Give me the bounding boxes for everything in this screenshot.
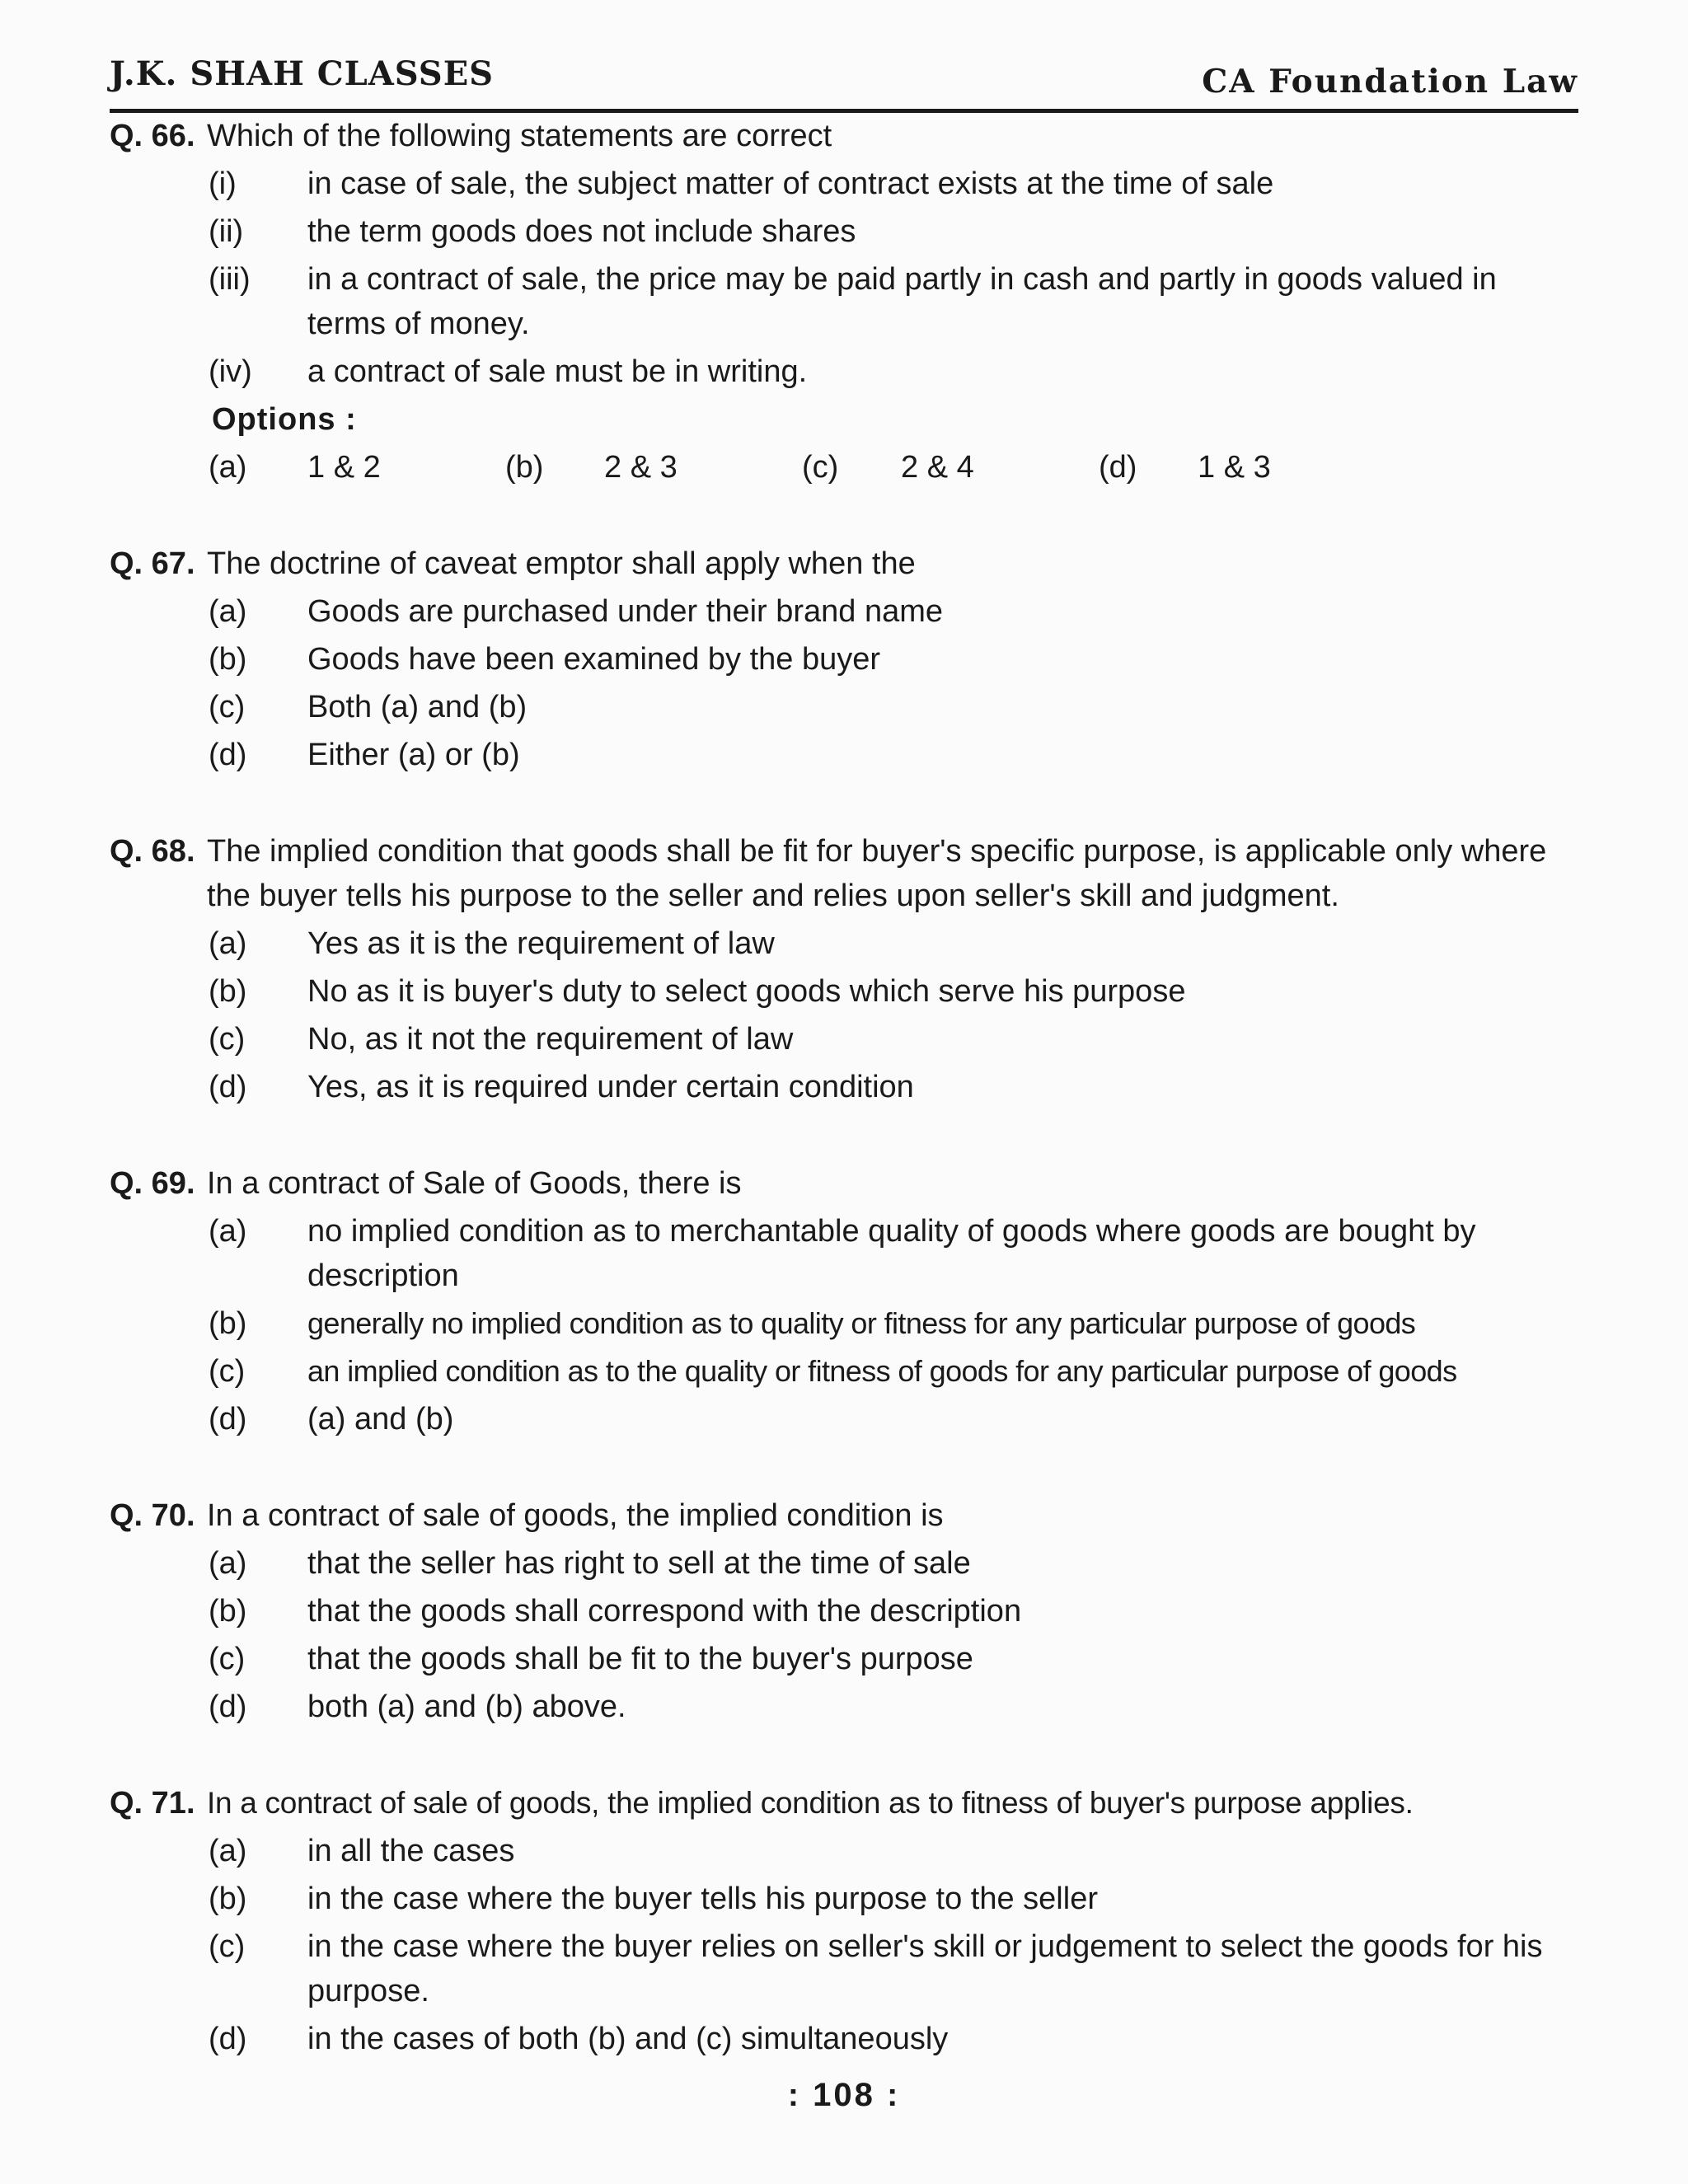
option xyxy=(110,1207,1578,1300)
question-number: Q. 68. xyxy=(110,834,195,869)
option-text: 1 & 3 xyxy=(1198,450,1271,485)
question-text: Which of the following statements are correct xyxy=(207,119,832,153)
option xyxy=(110,968,1578,1015)
option-label: (c) xyxy=(209,1354,246,1389)
statement xyxy=(110,208,1578,255)
option-label: (a) xyxy=(209,1214,247,1249)
option-text: both (a) and (b) above. xyxy=(307,1690,626,1724)
option-label: (d) xyxy=(209,738,247,772)
option-label: (b) xyxy=(209,1882,247,1916)
option xyxy=(110,1300,1578,1347)
option-label: (b) xyxy=(209,642,247,677)
option xyxy=(110,1063,1578,1111)
statement xyxy=(110,348,1578,396)
option-label: (c) xyxy=(802,450,839,485)
option-text: Goods are purchased under their brand name xyxy=(307,594,944,629)
question-number: Q. 71. xyxy=(110,1786,195,1821)
option xyxy=(110,683,1578,731)
option-text: No as it is buyer's duty to select goods which serve his purpose xyxy=(307,974,1186,1009)
question-number: Q. 69. xyxy=(110,1166,195,1201)
option xyxy=(110,1923,1578,2015)
question-67 xyxy=(110,540,1578,779)
statement-label: (ii) xyxy=(209,214,244,249)
question-70 xyxy=(110,1492,1578,1731)
statement-text: a contract of sale must be in writing. xyxy=(307,354,808,389)
option xyxy=(110,1015,1578,1063)
option-label: (c) xyxy=(209,1929,246,1964)
option-label: (a) xyxy=(209,926,247,961)
statement-label: (iii) xyxy=(209,262,251,297)
option-text: 1 & 2 xyxy=(307,450,381,485)
statement-text: the term goods does not include shares xyxy=(307,214,856,249)
subject-title: CA Foundation Law xyxy=(1202,63,1578,101)
option xyxy=(110,588,1578,635)
option xyxy=(110,731,1578,779)
option-label: (d) xyxy=(209,1690,247,1724)
option-text: 2 & 4 xyxy=(901,450,974,485)
question-number: Q. 70. xyxy=(110,1498,195,1533)
option-label: (d) xyxy=(209,2022,247,2056)
option-label: (c) xyxy=(209,1642,246,1676)
question-number: Q. 66. xyxy=(110,119,195,153)
statement-label: (i) xyxy=(209,166,237,201)
option xyxy=(110,1635,1578,1683)
option xyxy=(110,1347,1578,1395)
option-label: (d) xyxy=(209,1402,247,1436)
page-header xyxy=(110,51,1578,113)
question-66 xyxy=(110,112,1578,491)
option-text: 2 & 3 xyxy=(604,450,678,485)
statement xyxy=(110,255,1578,348)
option xyxy=(110,1875,1578,1923)
option-label: (d) xyxy=(209,1070,247,1104)
option xyxy=(110,1827,1578,1875)
question-text: In a contract of Sale of Goods, there is xyxy=(207,1166,742,1201)
page-number: : 108 : xyxy=(787,2077,901,2113)
option xyxy=(110,2015,1578,2063)
option-label: (a) xyxy=(209,594,247,629)
option-label: (c) xyxy=(209,1022,246,1057)
option-label: (d) xyxy=(1099,450,1137,485)
option-text: no implied condition as to merchantable quality of goods where goods are bought by description xyxy=(307,1214,1476,1293)
option-label: (a) xyxy=(209,450,247,485)
option-text: Yes, as it is required under certain condition xyxy=(307,1070,914,1104)
question-text: In a contract of sale of goods, the implied condition as to fitness of buyer's purpose applies. xyxy=(207,1786,1414,1820)
options-heading: Options : xyxy=(212,402,357,437)
option xyxy=(110,920,1578,968)
option xyxy=(110,1683,1578,1731)
option xyxy=(110,1395,1578,1443)
option-text: that the seller has right to sell at the time of sale xyxy=(307,1546,971,1581)
question-list xyxy=(110,112,1578,2063)
option-text: in the case where the buyer tells his purpose to the seller xyxy=(307,1882,1098,1916)
option-text: No, as it not the requirement of law xyxy=(307,1022,794,1057)
statement-text: in case of sale, the subject matter of contract exists at the time of sale xyxy=(307,166,1274,201)
option-text: that the goods shall correspond with the description xyxy=(307,1594,1022,1629)
option-text: an implied condition as to the quality or fitness of goods for any particular purpose of goods xyxy=(307,1354,1457,1388)
option-text: Yes as it is the requirement of law xyxy=(307,926,775,961)
brand-name: J.K. SHAH CLASSES xyxy=(110,54,495,93)
option-label: (a) xyxy=(209,1546,247,1581)
option-text: in the cases of both (b) and (c) simultaneously xyxy=(307,2022,949,2056)
option-label: (c) xyxy=(209,690,246,724)
statement-text: in a contract of sale, the price may be paid partly in cash and partly in goods valued in terms of money. xyxy=(307,262,1497,341)
option-text: that the goods shall be fit to the buyer's purpose xyxy=(307,1642,973,1676)
option-label: (b) xyxy=(209,1306,247,1341)
question-number: Q. 67. xyxy=(110,546,195,581)
statement-label: (iv) xyxy=(209,354,252,389)
option-text: Either (a) or (b) xyxy=(307,738,520,772)
option-label: (a) xyxy=(209,1834,247,1868)
option-text: in all the cases xyxy=(307,1834,515,1868)
question-text: The doctrine of caveat emptor shall apply when the xyxy=(207,546,916,581)
option-text: Both (a) and (b) xyxy=(307,690,528,724)
statement xyxy=(110,160,1578,208)
option xyxy=(110,1587,1578,1635)
option-label: (b) xyxy=(209,974,247,1009)
option-text: generally no implied condition as to quality or fitness for any particular purpose of goods xyxy=(307,1306,1416,1340)
option-text: Goods have been examined by the buyer xyxy=(307,642,881,677)
option-text: in the case where the buyer relies on seller's skill or judgement to select the goods for his purpose. xyxy=(307,1929,1543,2008)
question-71 xyxy=(110,1779,1578,2063)
question-text: In a contract of sale of goods, the implied condition is xyxy=(207,1498,944,1533)
question-68 xyxy=(110,827,1578,1111)
option-text: (a) and (b) xyxy=(307,1402,454,1436)
option-label: (b) xyxy=(505,450,544,485)
options-row xyxy=(110,443,1578,491)
option xyxy=(110,635,1578,683)
option xyxy=(110,1540,1578,1587)
question-69 xyxy=(110,1160,1578,1443)
option-label: (b) xyxy=(209,1594,247,1629)
question-text: The implied condition that goods shall be fit for buyer's specific purpose, is applicable only where the buyer tells his purpose to the seller and relies upon seller's skill and judgment. xyxy=(207,834,1547,913)
